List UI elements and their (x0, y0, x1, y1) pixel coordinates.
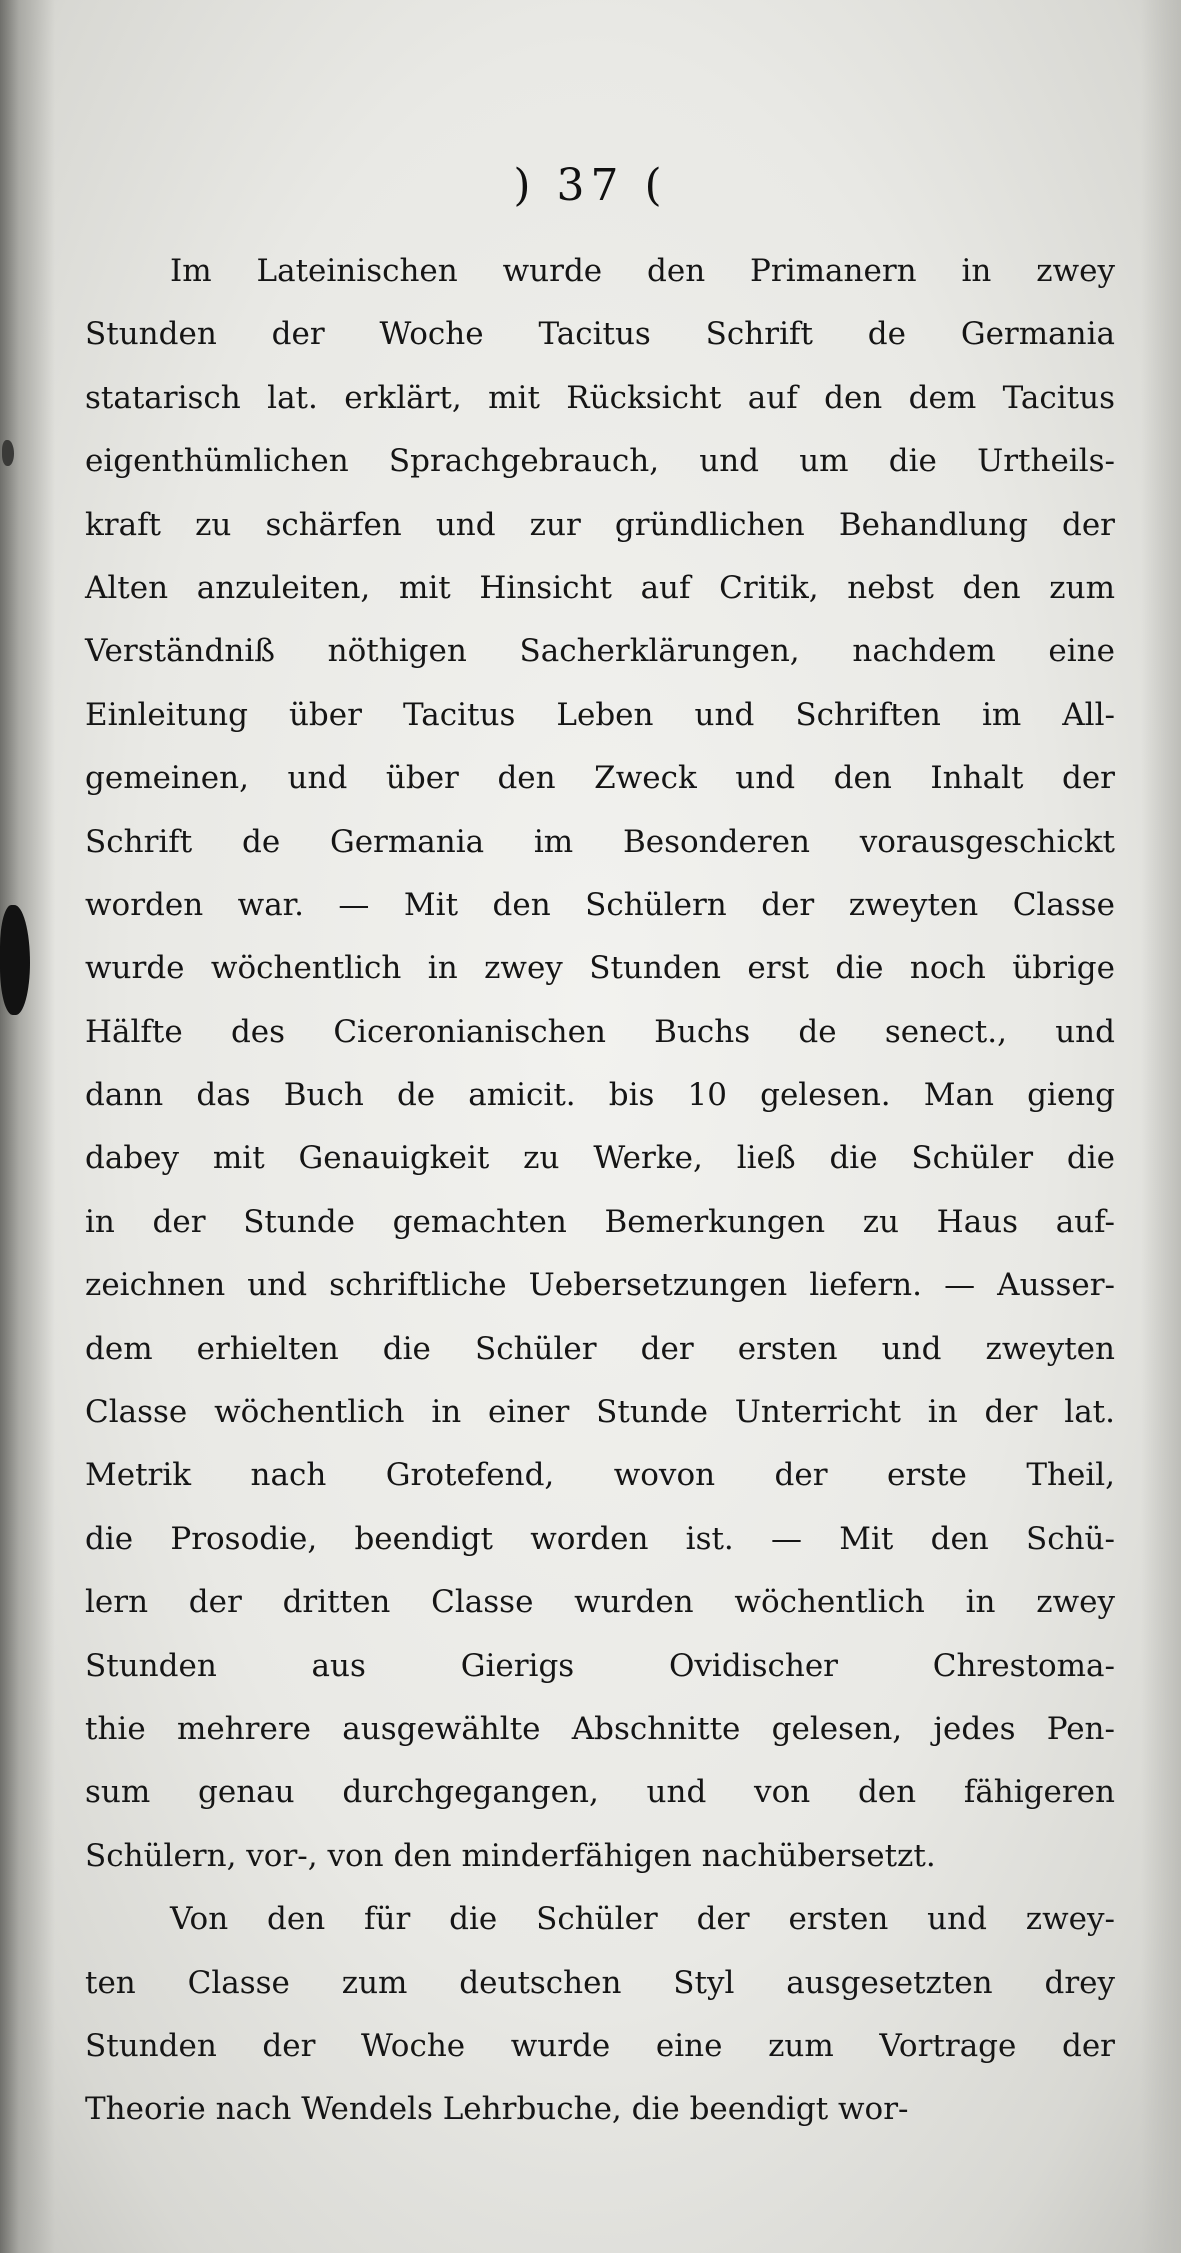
text-line: dem erhielten die Schüler der ersten und zweyten (85, 1330, 1115, 1367)
text-line: Im Lateinischen wurde den Primanern in zwey (170, 253, 1115, 289)
page-number: ) 37 ( (513, 160, 668, 211)
text-line: eigenthümlichen Sprachgebrauch, und um die Urtheils- (85, 443, 1115, 480)
page-gutter-shadow (0, 0, 55, 2253)
text-line: Metrik nach Grotefend, wovon der erste Theil, (85, 1457, 1115, 1494)
text-line: Von den für die Schüler der ersten und zwey- (170, 1901, 1115, 1938)
text-line: sum genau durchgegangen, und von den fähigeren (85, 1774, 1115, 1811)
text-line: Verständniß nöthigen Sacherklärungen, nachdem eine (85, 633, 1115, 670)
ink-blot-small (2, 440, 14, 466)
text-line: in der Stunde gemachten Bemerkungen zu Haus auf- (85, 1203, 1115, 1240)
text-line: Stunden der Woche wurde eine zum Vortrage der (85, 2027, 1115, 2064)
text-line: statarisch lat. erklärt, mit Rücksicht auf den dem Tacitus (85, 379, 1115, 416)
text-line: Schrift de Germania im Besonderen vorausgeschickt (85, 823, 1115, 860)
text-line: Einleitung über Tacitus Leben und Schriften im All- (85, 696, 1115, 733)
text-line: wurde wöchentlich in zwey Stunden erst die noch übrige (85, 950, 1115, 987)
text-line: Schülern, vor-, von den minderfähigen nachübersetzt. (85, 1837, 936, 1874)
text-line: gemeinen, und über den Zweck und den Inhalt der (85, 760, 1115, 797)
text-line: Alten anzuleiten, mit Hinsicht auf Critik, nebst den zum (85, 569, 1115, 606)
text-line: ten Classe zum deutschen Styl ausgesetzten drey (85, 1964, 1115, 2001)
text-line: Hälfte des Ciceronianischen Buchs de senect., und (85, 1013, 1115, 1050)
text-line: Stunden aus Gierigs Ovidischer Chrestoma- (85, 1647, 1115, 1684)
text-line: worden war. — Mit den Schülern der zweyten Classe (85, 886, 1115, 923)
ink-blot (0, 905, 30, 1015)
text-line: Theorie nach Wendels Lehrbuche, die beendigt wor- (85, 2091, 909, 2128)
text-line: Classe wöchentlich in einer Stunde Unterricht in der lat. (85, 1394, 1115, 1431)
text-line: die Prosodie, beendigt worden ist. — Mit den Schü- (85, 1520, 1115, 1557)
body-text (85, 240, 1115, 2142)
text-line: dann das Buch de amicit. bis 10 gelesen. Man gieng (85, 1077, 1115, 1114)
text-line: zeichnen und schriftliche Uebersetzungen liefern. — Ausser- (85, 1267, 1115, 1304)
page-edge-shadow (1141, 0, 1181, 2253)
text-line: thie mehrere ausgewählte Abschnitte gelesen, jedes Pen- (85, 1710, 1115, 1747)
text-line: kraft zu schärfen und zur gründlichen Behandlung der (85, 506, 1115, 543)
text-line: dabey mit Genauigkeit zu Werke, ließ die Schüler die (85, 1140, 1115, 1177)
text-line: Stunden der Woche Tacitus Schrift de Germania (85, 316, 1115, 353)
text-line: lern der dritten Classe wurden wöchentlich in zwey (85, 1584, 1115, 1621)
